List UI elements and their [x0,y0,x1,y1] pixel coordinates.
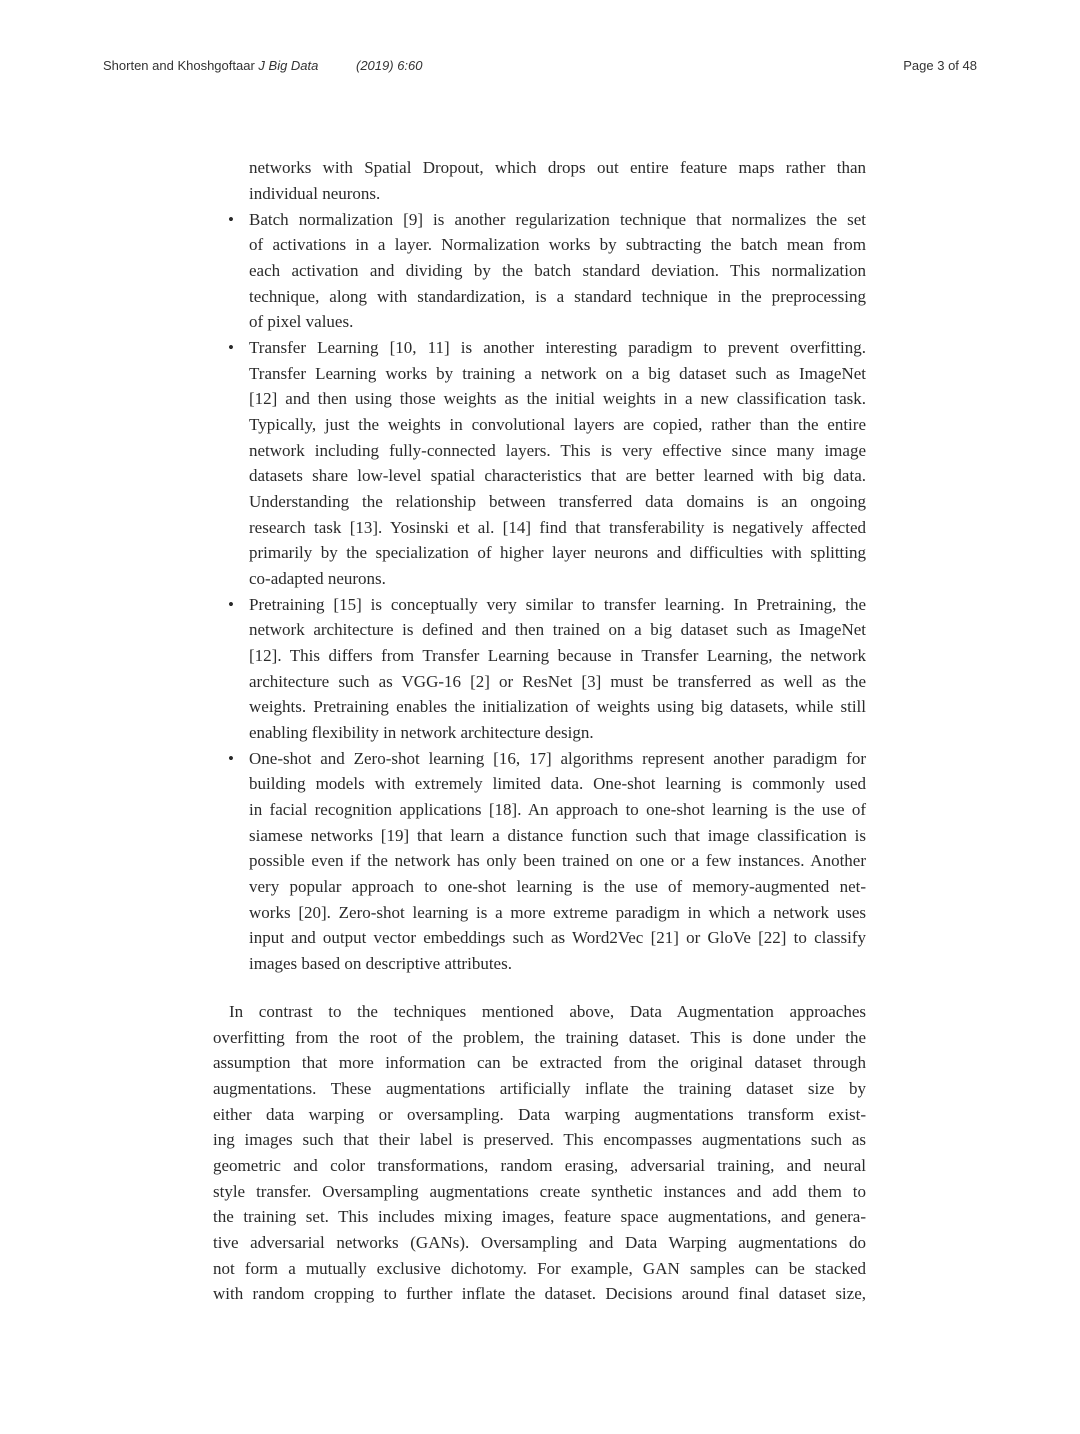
paragraph-line: style transfer. Oversampling augmentations create synthetic instances and add them to [213,1182,866,1201]
paragraph-line: ing images such that their label is preserved. This encompasses augmentations such as [213,1130,866,1149]
paragraph-line: with random cropping to further inflate the dataset. Decisions around final dataset size, [213,1284,866,1303]
paragraph-line: augmentations. These augmentations artificially inflate the training dataset size by [213,1079,866,1098]
bullet-icon: • [228,210,234,229]
text-line: images based on descriptive attributes. [249,954,512,973]
text-line: in facial recognition applications [18]. An approach to one-shot learning is the use of [249,800,866,819]
text-line: enabling flexibility in network architecture design. [249,723,594,742]
text-line: research task [13]. Yosinski et al. [14] find that transferability is negatively affected [249,518,866,537]
text-line: of activations in a layer. Normalization works by subtracting the batch mean from [249,235,866,254]
header-year-volume: (2019) 6:60 [356,58,423,73]
paragraph-line: overfitting from the root of the problem, the training dataset. This is done under the [213,1028,866,1047]
paragraph-line: assumption that more information can be extracted from the original dataset through [213,1053,866,1072]
text-line: Pretraining [15] is conceptually very similar to transfer learning. In Pretraining, the [249,595,866,614]
text-line: [12]. This differs from Transfer Learning because in Transfer Learning, the network [249,646,866,665]
bullet-icon: • [228,595,234,614]
text-line: network including fully-connected layers. This is very effective since many image [249,441,866,460]
header-page-number: Page 3 of 48 [903,58,977,73]
text-line: co-adapted neurons. [249,569,386,588]
text-line: Transfer Learning [10, 11] is another interesting paradigm to prevent overfitting. [249,338,866,357]
bullet-icon: • [228,338,234,357]
text-line: individual neurons. [249,184,381,203]
text-line: siamese networks [19] that learn a distance function such that image classification is [249,826,866,845]
text-line: Transfer Learning works by training a network on a big dataset such as ImageNet [249,364,866,383]
text-line: building models with extremely limited data. One-shot learning is commonly used [249,774,866,793]
text-line: network architecture is defined and then trained on a big dataset such as ImageNet [249,620,866,639]
text-line: primarily by the specialization of higher layer neurons and difficulties with splitting [249,543,866,562]
text-line: input and output vector embeddings such as Word2Vec [21] or GloVe [22] to classify [249,928,866,947]
text-line: of pixel values. [249,312,354,331]
text-line: each activation and dividing by the batch standard deviation. This normalization [249,261,866,280]
header-journal: J Big Data [258,58,319,73]
text-line: weights. Pretraining enables the initialization of weights using big datasets, while still [249,697,866,716]
text-line: technique, along with standardization, is a standard technique in the preprocessing [249,287,866,306]
paragraph-line: the training set. This includes mixing images, feature space augmentations, and genera- [213,1207,866,1226]
header-authors: Shorten and Khoshgoftaar [103,58,255,73]
text-line: architecture such as VGG-16 [2] or ResNet [3] must be transferred as well as the [249,672,866,691]
text-line: [12] and then using those weights as the initial weights in a new classification task. [249,389,866,408]
paragraph-line: geometric and color transformations, random erasing, adversarial training, and neural [213,1156,866,1175]
text-line: possible even if the network has only been trained on one or a few instances. Another [249,851,866,870]
text-line: datasets share low-level spatial characteristics that are better learned with big data. [249,466,866,485]
text-line: One-shot and Zero-shot learning [16, 17] algorithms represent another paradigm for [249,749,866,768]
bullet-icon: • [228,749,234,768]
text-line: Understanding the relationship between transferred data domains is an ongoing [249,492,866,511]
text-line: very popular approach to one-shot learning is the use of memory-augmented net- [249,877,866,896]
paragraph-line: either data warping or oversampling. Data warping augmentations transform exist- [213,1105,866,1124]
paragraph-line: not form a mutually exclusive dichotomy. For example, GAN samples can be stacked [213,1259,866,1278]
text-line: Typically, just the weights in convolutional layers are copied, rather than the entire [249,415,866,434]
running-header [103,58,977,78]
paragraph-line: In contrast to the techniques mentioned above, Data Augmentation approaches [229,1002,866,1021]
text-line: works [20]. Zero-shot learning is a more extreme paradigm in which a network uses [249,903,866,922]
paragraph-line: tive adversarial networks (GANs). Oversampling and Data Warping augmentations do [213,1233,866,1252]
text-line: Batch normalization [9] is another regularization technique that normalizes the set [249,210,866,229]
header-citation [103,58,318,73]
text-line: networks with Spatial Dropout, which drops out entire feature maps rather than [249,158,866,177]
